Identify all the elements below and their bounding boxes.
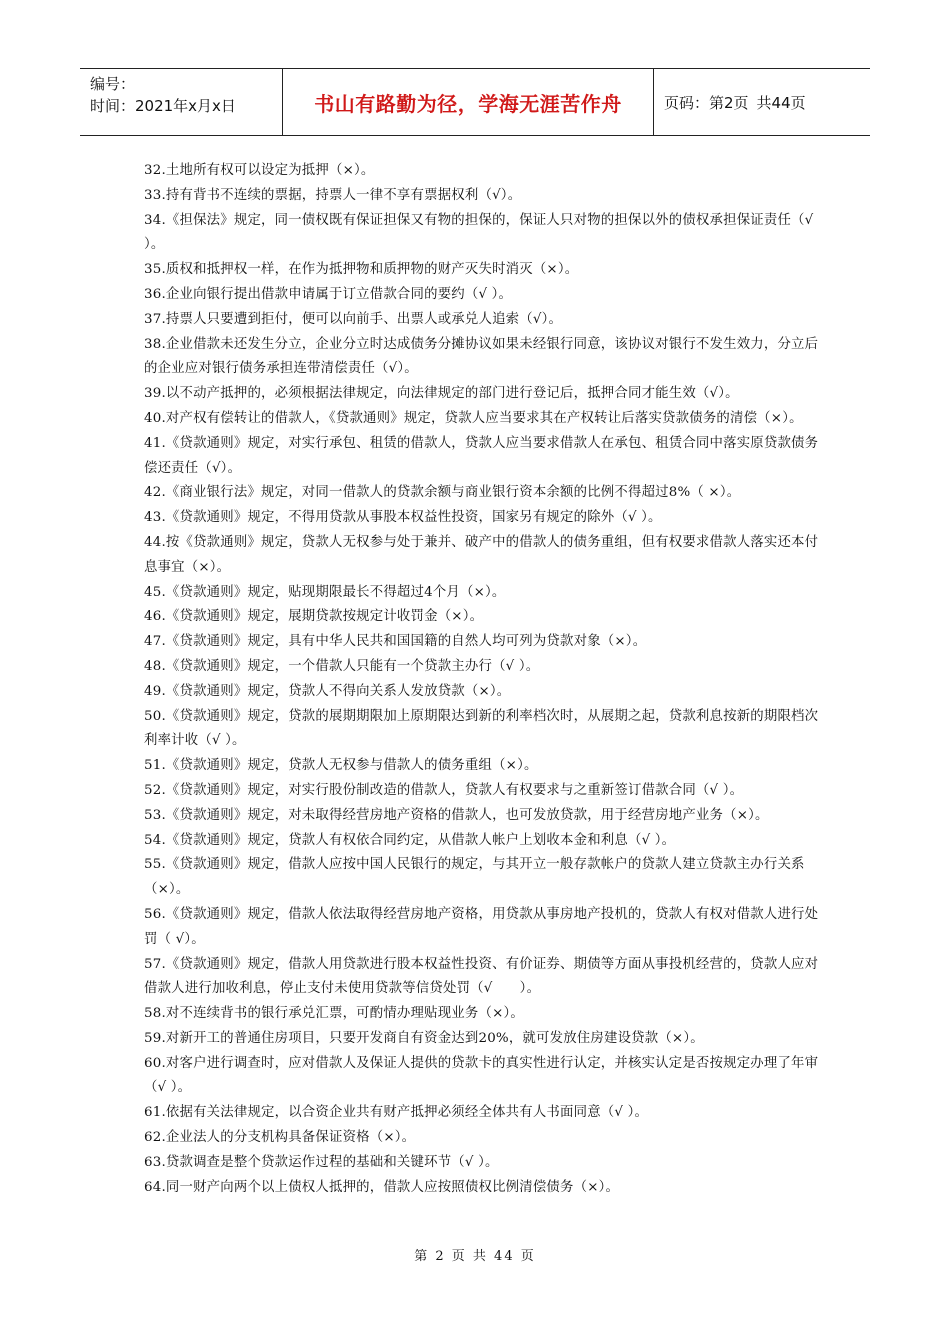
list-item: 39.以不动产抵押的，必须根据法律规定，向法律规定的部门进行登记后，抵押合同才能生效（√）。 [144, 386, 739, 402]
list-item: 32.土地所有权可以设定为抵押（×）。 [144, 163, 375, 178]
page-header [80, 68, 870, 136]
page-label: 页码：第2页 [664, 93, 749, 112]
list-item: 48.《贷款通则》规定，一个借款人只能有一个贷款主办行（√ ）。 [144, 658, 540, 674]
list-item: 49.《贷款通则》规定，贷款人不得向关系人发放贷款（×）。 [144, 683, 511, 699]
list-item: 60.对客户进行调查时，应对借款人及保证人提供的贷款卡的真实性进行认定，并核实认定是否按规定办理了年审（√ ）。 [144, 1055, 819, 1096]
list-item: 64.同一财产向两个以上债权人抵押的，借款人应按照债权比例清偿债务（×）。 [144, 1179, 620, 1195]
list-item: 37.持票人只要遭到拒付，便可以向前手、出票人或承兑人追索（√）。 [144, 311, 563, 327]
list-item: 54.《贷款通则》规定，贷款人有权依合同约定，从借款人帐户上划收本金和利息（√ ）。 [144, 832, 676, 848]
list-item: 52.《贷款通则》规定，对实行股份制改造的借款人，贷款人有权要求与之重新签订借款合同（√ ）。 [144, 782, 744, 798]
list-item: 38.企业借款未还发生分立，企业分立时达成债务分摊协议如果未经银行同意，该协议对银行不发生效力，分立后的企业应对银行债务承担连带清偿责任（√）。 [144, 336, 819, 377]
header-page-info [654, 69, 870, 135]
list-item: 61.依据有关法律规定，以合资企业共有财产抵押必须经全体共有人书面同意（√ ）。 [144, 1105, 649, 1121]
page-footer: 第 2 页 共 44 页 [414, 1249, 536, 1264]
list-item: 45.《贷款通则》规定，贴现期限最长不得超过4个月（×）。 [144, 584, 506, 600]
list-item: 43.《贷款通则》规定，不得用贷款从事股本权益性投资，国家另有规定的除外（√ ）。 [144, 510, 662, 526]
list-item: 56.《贷款通则》规定，借款人依法取得经营房地产资格，用贷款从事房地产投机的，贷款人有权对借款人进行处罚（ √）。 [144, 906, 819, 947]
list-item: 58.对不连续背书的银行承兑汇票，可酌情办理贴现业务（×）。 [144, 1006, 524, 1022]
header-meta [80, 69, 283, 135]
list-item: 59.对新开工的普通住房项目，只要开发商自有资金达到20%，就可发放住房建设贷款（×）。 [144, 1030, 704, 1046]
list-item: 51.《贷款通则》规定，贷款人无权参与借款人的债务重组（×）。 [144, 758, 538, 774]
list-item: 44.按《贷款通则》规定，贷款人无权参与处于兼并、破产中的借款人的债务重组，但有权要求借款人落实还本付息事宜（×）。 [144, 534, 819, 575]
list-item: 36.企业向银行提出借款申请属于订立借款合同的要约（√ ）。 [144, 286, 513, 302]
list-item: 63.贷款调查是整个贷款运作过程的基础和关键环节（√ ）。 [144, 1154, 499, 1170]
list-item: 34.《担保法》规定，同一债权既有保证担保又有物的担保的，保证人只对物的担保以外的债权承担保证责任（√ ）。 [144, 212, 814, 253]
document-body [144, 159, 820, 1200]
list-item: 53.《贷款通则》规定，对未取得经营房地产资格的借款人，也可发放贷款，用于经营房地产业务（×）。 [144, 807, 769, 823]
list-item: 42.《商业银行法》规定，对同一借款人的贷款余额与商业银行资本余额的比例不得超过8%（ ×）。 [144, 485, 741, 501]
total-pages-label: 共44页 [756, 93, 806, 112]
header-motto: 书山有路勤为径，学海无涯苦作舟 [283, 69, 654, 135]
list-item: 41.《贷款通则》规定，对实行承包、租赁的借款人，贷款人应当要求借款人在承包、租赁合同中落实原贷款债务偿还责任（√）。 [144, 435, 819, 476]
list-item: 35.质权和抵押权一样，在作为抵押物和质押物的财产灭失时消灭（×）。 [144, 262, 579, 278]
list-item: 40.对产权有偿转让的借款人，《贷款通则》规定，贷款人应当要求其在产权转让后落实贷款债务的清偿（×）。 [144, 410, 803, 426]
list-item: 57.《贷款通则》规定，借款人用贷款进行股本权益性投资、有价证券、期债等方面从事投机经营的，贷款人应对借款人进行加收利息，停止支付未使用贷款等信贷处罚（√ ）。 [144, 956, 819, 997]
list-item: 33.持有背书不连续的票据，持票人一律不享有票据权利（√）。 [144, 187, 522, 203]
list-item: 50.《贷款通则》规定，贷款的展期期限加上原期限达到新的利率档次时，从展期之起，贷款利息按新的期限档次利率计收（√ ）。 [144, 708, 819, 749]
time-label: 时间：2021年x月x日 [90, 97, 236, 115]
number-label: 编号： [90, 75, 136, 93]
list-item: 46.《贷款通则》规定，展期贷款按规定计收罚金（×）。 [144, 609, 484, 625]
list-item: 55.《贷款通则》规定，借款人应按中国人民银行的规定，与其开立一般存款帐户的贷款人建立贷款主办行关系（×）。 [144, 857, 805, 898]
list-item: 47.《贷款通则》规定，具有中华人民共和国国籍的自然人均可列为贷款对象（×）。 [144, 634, 647, 650]
list-item: 62.企业法人的分支机构具备保证资格（×）。 [144, 1130, 416, 1146]
